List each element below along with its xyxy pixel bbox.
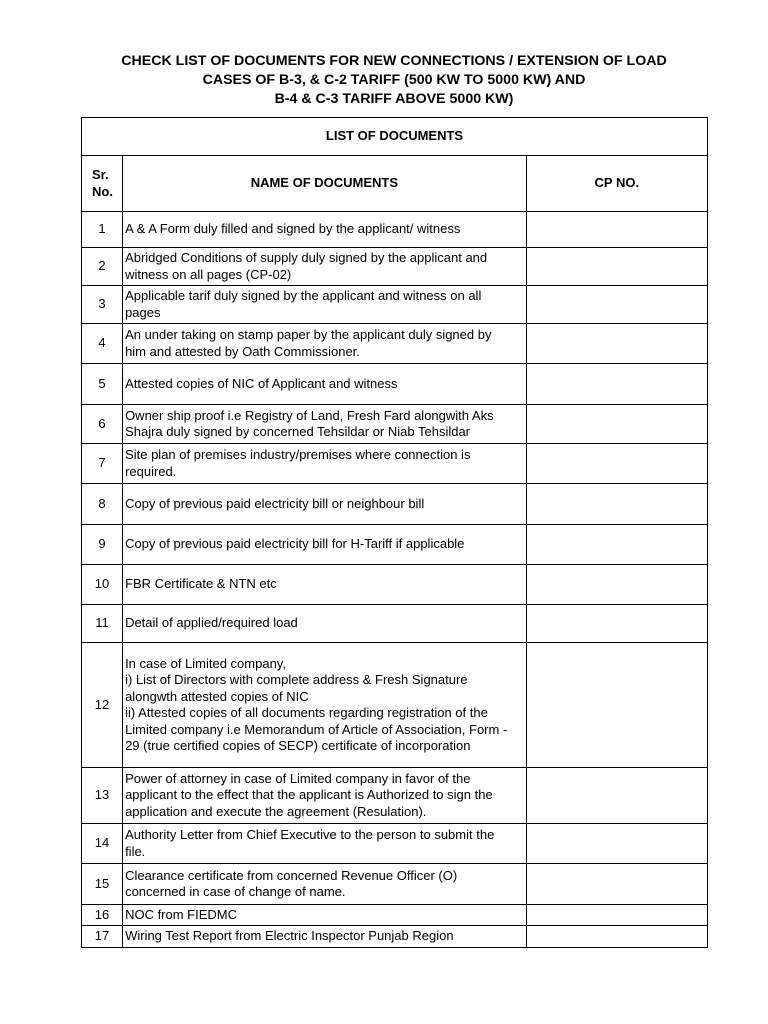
row-sr-no: 6	[82, 405, 123, 444]
row-cp-no	[526, 444, 707, 484]
table-caption: LIST OF DOCUMENTS	[82, 118, 708, 156]
table-row	[82, 926, 708, 948]
row-cp-no	[526, 405, 707, 444]
row-sr-no: 10	[82, 565, 123, 605]
name-of-documents-header: NAME OF DOCUMENTS	[123, 156, 527, 212]
sr-no-header	[82, 156, 123, 212]
row-cp-no	[526, 605, 707, 643]
row-cp-no	[526, 364, 707, 405]
table-row	[82, 768, 708, 824]
table-row	[82, 565, 708, 605]
row-document-name: NOC from FIEDMC	[123, 905, 527, 926]
table-row	[82, 484, 708, 525]
row-document-name: Copy of previous paid electricity bill for H-Tariff if applicable	[123, 525, 527, 565]
title-line-1: CHECK LIST OF DOCUMENTS FOR NEW CONNECTIONS / EXTENSION OF LOAD	[121, 53, 667, 69]
row-cp-no	[526, 484, 707, 525]
row-document-name: Copy of previous paid electricity bill or neighbour bill	[123, 484, 527, 525]
row-document-name: An under taking on stamp paper by the applicant duly signed by him and attested by Oath Commissioner.	[123, 324, 527, 364]
table-row	[82, 212, 708, 248]
row-sr-no: 14	[82, 824, 123, 864]
row-sr-no: 9	[82, 525, 123, 565]
table-header-row	[82, 156, 708, 212]
row-document-name: Abridged Conditions of supply duly signed by the applicant and witness on all pages (CP-02)	[123, 248, 527, 286]
table-row	[82, 405, 708, 444]
row-cp-no	[526, 905, 707, 926]
table-row	[82, 444, 708, 484]
row-sr-no: 16	[82, 905, 123, 926]
row-document-name: Owner ship proof i.e Registry of Land, Fresh Fard alongwith Aks Shajra duly signed by concerned Tehsildar or Niab Tehsildar	[123, 405, 527, 444]
table-row	[82, 364, 708, 405]
row-sr-no: 17	[82, 926, 123, 948]
row-document-name: In case of Limited company, i) List of Directors with complete address & Fresh Signature alongwth attested copies of NIC ii) Attested copies of all documents regarding registration of the Limited company i.e Memorandum of Article of Association, Form - 29 (true certified copies of SECP) certificate of incorporation	[123, 643, 527, 768]
sr-header-line1: Sr.	[92, 167, 109, 182]
row-cp-no	[526, 324, 707, 364]
row-document-name: Power of attorney in case of Limited company in favor of the applicant to the effect that the applicant is Authorized to sign the application and execute the agreement (Resulation).	[123, 768, 527, 824]
row-sr-no: 12	[82, 643, 123, 768]
table-row	[82, 864, 708, 905]
table-caption-row	[82, 118, 708, 156]
table-row	[82, 286, 708, 324]
table-row	[82, 248, 708, 286]
row-document-name: Site plan of premises industry/premises where connection is required.	[123, 444, 527, 484]
row-document-name: Authority Letter from Chief Executive to the person to submit the file.	[123, 824, 527, 864]
title-line-2: CASES OF B-3, & C-2 TARIFF (500 KW TO 5000 KW) AND	[202, 72, 586, 88]
row-sr-no: 5	[82, 364, 123, 405]
row-document-name: Applicable tarif duly signed by the applicant and witness on all pages	[123, 286, 527, 324]
title-line-3: B-4 & C-3 TARIFF ABOVE 5000 KW)	[274, 91, 514, 107]
table-row	[82, 643, 708, 768]
document-title	[0, 52, 768, 109]
row-sr-no: 11	[82, 605, 123, 643]
table-row	[82, 605, 708, 643]
documents-table	[81, 117, 708, 948]
row-document-name: FBR Certificate & NTN etc	[123, 565, 527, 605]
table-row	[82, 905, 708, 926]
row-cp-no	[526, 565, 707, 605]
table-row	[82, 525, 708, 565]
row-cp-no	[526, 824, 707, 864]
row-cp-no	[526, 864, 707, 905]
row-document-name: A & A Form duly filled and signed by the applicant/ witness	[123, 212, 527, 248]
table-row	[82, 324, 708, 364]
row-sr-no: 15	[82, 864, 123, 905]
row-cp-no	[526, 643, 707, 768]
row-cp-no	[526, 525, 707, 565]
row-cp-no	[526, 926, 707, 948]
row-sr-no: 8	[82, 484, 123, 525]
row-cp-no	[526, 248, 707, 286]
row-sr-no: 1	[82, 212, 123, 248]
table-row	[82, 824, 708, 864]
row-document-name: Attested copies of NIC of Applicant and witness	[123, 364, 527, 405]
row-sr-no: 7	[82, 444, 123, 484]
row-sr-no: 3	[82, 286, 123, 324]
cp-no-header: CP NO.	[526, 156, 707, 212]
row-cp-no	[526, 286, 707, 324]
row-document-name: Wiring Test Report from Electric Inspector Punjab Region	[123, 926, 527, 948]
row-cp-no	[526, 212, 707, 248]
row-cp-no	[526, 768, 707, 824]
row-sr-no: 13	[82, 768, 123, 824]
row-document-name: Clearance certificate from concerned Revenue Officer (O) concerned in case of change of name.	[123, 864, 527, 905]
row-sr-no: 4	[82, 324, 123, 364]
sr-header-line2: No.	[92, 183, 113, 199]
row-sr-no: 2	[82, 248, 123, 286]
row-document-name: Detail of applied/required load	[123, 605, 527, 643]
